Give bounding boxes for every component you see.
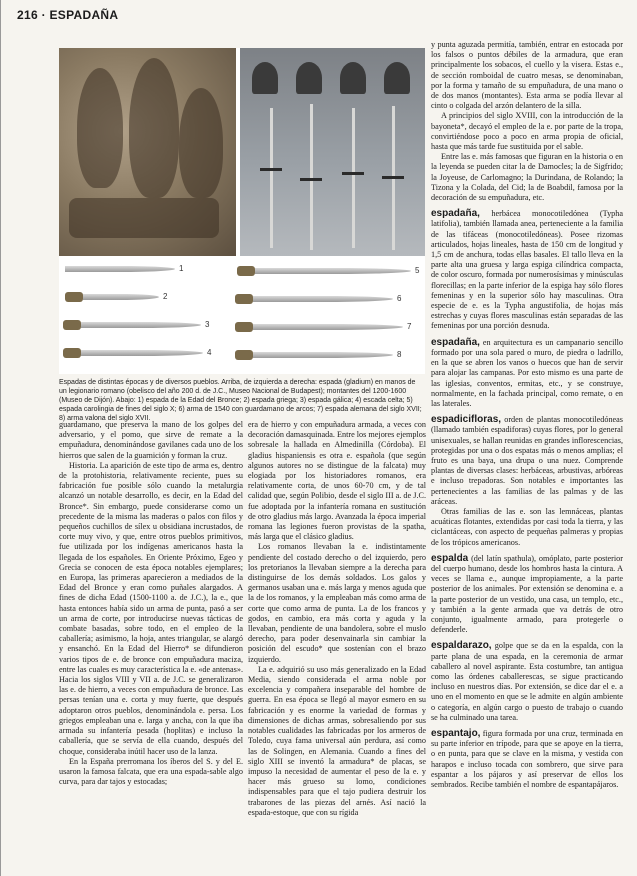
sword-1 (65, 266, 175, 272)
entry-headword: espantajo, (431, 728, 481, 739)
paragraph: A principios del siglo XVIII, con la introducción de la bayoneta*, decayó el empleo de la e. por parte de la tropa, convirtiéndose poco a poco en arma propia de oficial, hasta que más tarde fue sustituida por el sable. (431, 111, 623, 152)
section-title: ESPADAÑA (49, 8, 119, 22)
page-number: 216 (17, 8, 38, 22)
sword-7 (253, 324, 403, 330)
sword-guard (300, 178, 322, 181)
sword-label-8: 8 (397, 350, 402, 359)
entry-headword: espadaña, (431, 208, 480, 220)
entry-text: (del latín spathula), omóplato, parte posterior del cuerpo humano, desde los hombros hasta la cintura. A veces se llama e., aunque impropiamente, a la parte posterior de los animales. Por extensión se denomina e. a la parte posterior de un vestido, una casa, un templo, etc., y también a la gente armada que va detrás de otro conjunto, igualmente armado, para protegerle o defenderle. (431, 553, 623, 635)
helmet-icon (252, 62, 278, 94)
sword-5 (255, 268, 411, 274)
relief-figure (77, 68, 123, 188)
text-column-3 (431, 40, 623, 790)
sword-hilt (63, 348, 81, 358)
entry-headword: espalda (431, 552, 469, 564)
sword-hilt (63, 320, 81, 330)
dictionary-entry (431, 338, 623, 409)
relief-figure (179, 88, 223, 198)
paragraph: guardamano, que preserva la mano de los golpes del adversario, y el pomo, que sirve de remate a la empuñadura, denominándose gavilanes cada uno de los hierros que salen de la guarnición y forman la cruz. (59, 420, 243, 460)
sword-8 (253, 352, 393, 358)
sword-figure (59, 48, 425, 374)
dictionary-entry (431, 729, 623, 790)
paragraph: En la España prerromana los íberos del S. y del E. usaron la famosa falcata, que era una espada-sable algo curva, para dar tajos y estocadas; (59, 756, 243, 787)
paragraph: era de hierro y con empuñadura armada, a veces con decoración damasquinada. Entre los mejores ejemplos sobresale la hallada en Almedinilla (Córdoba). El gladius hispaniensis es otra e. española (que según algunos autores no se distingue de la falcata) muy elogiada por los historiadores romanos, era relativamente corta, de unos 60-70 cm, y de tal calidad que, según Polibio, desde el siglo III a. de J.C. fue adoptada por la infantería romana en sustitución de otro gladius más largo. Avanzada la época imperial romana las legiones fueron provistas de la spatha, más larga que el clásico gladius. (248, 420, 426, 542)
dictionary-entry (431, 641, 623, 723)
relief-base (69, 198, 219, 238)
montante-sword (352, 108, 355, 248)
paragraph: y punta aguzada permitía, también, entrar en estocada por los falsos o puntos débiles de la armadura, que eran principalmente los sobacos, el cuello y la visera. Estas e., de sección romboidal de cuatro mesas, se denominaban, por la forma y tamaño de su empuñadura, de una mano o de dos manos (montantes). Esta arma se podía llevar al cinto o colgada del arzón delantero de la silla. (431, 40, 623, 111)
sword-hilt (235, 350, 253, 360)
dictionary-entry (431, 415, 623, 507)
sword-label-5: 5 (415, 266, 420, 275)
sword-hilt (237, 266, 255, 276)
paragraph: Otras familias de las e. son las lemnáceas, plantas acuáticas flotantes, extendidas por casi toda la tierra, y las ciclantáceas, con aspecto de pequeñas palmeras y propias de los trópicos americanos. (431, 506, 623, 547)
entry-text: herbácea monocotiledónea (Typha latifolia), también llamada anea, perteneciente a la familia de las tifáceas (monocotiledóneas). Posee rizomas articulados, hojas lineales, hasta de 150 cm de longitud y 1,5 cm de anchura, todas ellas basales. El tallo lleva en la parte alta una gruesa y larga espiga cilíndrica compacta, de color oscuro, formada por numerosísimas y minúsculas florecillas; en la parte inferior de la espiga hay sólo flores femeninas y en la superior sólo hay masculinas. Otra especie de e. es la Typha angustifolia, de hojas más estrechas y cuyas flores masculinas están separadas de las femeninas por una porción desnuda. (431, 209, 623, 331)
helmet-icon (296, 62, 322, 94)
sword-guard (260, 168, 282, 171)
sword-3 (81, 322, 201, 328)
montante-sword (310, 104, 313, 250)
sword-label-1: 1 (179, 264, 184, 273)
sword-label-3: 3 (205, 320, 210, 329)
entry-headword: espadicifloras, (431, 414, 502, 426)
sword-6 (253, 296, 393, 302)
paragraph: Los romanos llevaban la e. indistintamente pendiente del costado derecho o del izquierdo, pero los pretorianos la llevaban siempre a la derecha para distinguirse de los demás soldados. Los galos y germanos usaban una e. más larga y menos aguda que la de los romanos, y la empleaban más como arma de corte que como arma de punta. La de los francos y godos, en cambio, era más corta y aguda y la llevaban, pendiente de una bandolera, sobre el muslo derecho, para poder desenvainarla sin cambiar la posición del escudo* que sostenían con el brazo izquierdo. (248, 542, 426, 664)
sword-guard (382, 176, 404, 179)
montantes-photo (240, 48, 425, 256)
sword-lineup (59, 258, 425, 374)
sword-label-7: 7 (407, 322, 412, 331)
sword-4 (81, 350, 203, 356)
figure-caption: Espadas de distintas épocas y de diversos pueblos. Arriba, de izquierda a derecha: espada (gladium) en manos de un legionario romano (obelisco del año 200 d. de J.C., Museo Nacional de Budapest); montantes del 1200-1600 (Museo de Dijón). Abajo: 1) espada de la Edad del Bronce; 2) espada griega; 3) espada gálica; 4) escada celta; 5) espada carolingia de fines del siglo X; 6) arma de 1540 con guardamano de arcos; 7) espada alemana del siglo XVII; 8) arma valona del siglo XVII. (59, 379, 422, 422)
dictionary-entry (431, 209, 623, 331)
sword-hilt (235, 294, 253, 304)
relief-figure (129, 58, 179, 198)
header-separator: · (41, 8, 46, 22)
paragraph: Historia. La aparición de este tipo de arma es, dentro de la protohistoria, relativamente reciente, pues su fabricación fue posible sólo cuando la metalurgia alcanzó un notable desarrollo, es decir, en la Edad del Bronce*. Sin embargo, puede considerarse como un precedente de la misma las maderas o palos con filos y pequeños cuchillos de sílex u obsidiana incrustados, de corte muy vivo, y que, entre otros pueblos primitivos, fue utilizada por los indígenas americanos hasta la llegada de los españoles. En Oriente Próximo, Egeo y Grecia se conocen de esta época notables ejemplares; en Europa, las primeras aparecieron a mediados de la Edad del Bronce y eran como puñales alargados. A fines de dicha Edad (1500-1100 a. de J.C.), la e., que hasta entonces había sido un arma de punta, pasó a ser un arma de corte, por introducirse nuevas tácticas de combate basadas, sobre todo, en el empleo de la caballería; asimismo, la hoja, antes triangular, se alargó y ensanchó. En la Edad del Hierro* se difundieron varios tipos de e. de bronce con empuñadura maciza, entre las cuales es muy característica la e. «de antenas». Hacia los siglos VIII y VII a. de J.C. se generalizaron las e. de hierro, a veces con empuñadura de bronce. Las persas tenían una e. corta y muy fuerte, que después adoptaron otros pueblos, denominándola e. persa. Los griegos empleaban una e. larga y ancha, con la que iba armada su infantería pesada (hoplitas) e incluso la caballería, que se servía de ella cuando, después del choque, consideraba inútil hacer uso de la lanza. (59, 460, 243, 756)
entry-text: figura formada por una cruz, terminada en su parte inferior en trípode, para que se apoye en la tierra, o en punta, para que se clave en la misma, y vestida con harapos e incluso tocada con sombrero, que sirve para espantar a los pájaros y así preservar de ellos los sembrados. Recibe también el nombre de espantapájaros. (431, 729, 623, 790)
paragraph: Entre las e. más famosas que figuran en la historia o en la leyenda se pueden citar la de Damocles; la de Sigfrido; la Joyeuse, de Carlomagno; la Durindana, de Rolando; la Tizona y la Colada, del Cid; la de Boabdil, famosa por la decoración de su empuñadura, etc. (431, 152, 623, 203)
text-column-2 (248, 420, 426, 818)
paragraph: La e. adquirió su uso más generalizado en la Edad Media, siendo considerada el arma noble por excelencia y compañera inseparable del hombre de guerra. En esa época se llegó al mayor esmero en su fabricación y es enorme la variedad de formas y dimensiones de dichas armas, sobresaliendo por sus notables cualidades las fabricadas por los armeros de Toledo, cuya fama universal aún perdura, así como las de Solingen, en Alemania. Cuando a fines del siglo XIII se inventó la armadura* de placas, se impuso la necesidad de aumentar el peso de la e. y hacer más grueso su lomo, condiciones indispensables para que el tajo pudiera destruir los trabarones de las piezas del arnés. Así nació la espada-estoque, que con su rígida (248, 664, 426, 817)
sword-label-2: 2 (163, 292, 168, 301)
page-header (17, 8, 118, 22)
entry-text: en arquitectura es un campanario sencillo formado por una sola pared o muro, de piedra o ladrillo, en la que se abren los vanos o huecos que han de servir para alojar las campanas. Por esto mismo es una parte de las iglesias, conventos, ermitas, etc., y se construye, normalmente, en la fachada principal, como remate, o en las laterales. (431, 337, 623, 408)
helmet-icon (384, 62, 410, 94)
entry-headword: espadaña, (431, 336, 480, 348)
entry-headword: espaldarazo, (431, 640, 492, 652)
montante-sword (270, 108, 273, 248)
sword-2 (83, 294, 159, 300)
sword-guard (342, 172, 364, 175)
dictionary-entry (431, 554, 623, 636)
sword-hilt (235, 322, 253, 332)
entry-text: orden de plantas monocotiledóneas (llamado también espadiforas) cuyas flores, por lo general unisexuales, se hallan reunidas en grandes inflorescencias, protegidas por una o dos espatas más o menos amplias; el fruto es una baya, una drupa o una nuez. Comprende plantas de diversas clases: herbáceas, arbustivas, arbóreas e incluso trepadoras. Son notables e importantes las pertenecientes a las familias de las palmas y de las aráceas. (431, 415, 623, 506)
sword-label-6: 6 (397, 294, 402, 303)
entry-text: golpe que se da en la espalda, con la parte plana de una espada, en la ceremonia de armar caballero al novel aspirante. Esta costumbre, tan antigua como las órdenes caballerescas, se sigue practicando incluso en nuestros días. Por extensión, se dice dar el e. a uno en el momento en que se le admite en algún ambiente o categoría, en algún cargo o puesto de trabajo o cuando se ha culminado una tarea. (431, 641, 623, 722)
helmet-icon (340, 62, 366, 94)
sword-label-4: 4 (207, 348, 212, 357)
sword-hilt (65, 292, 83, 302)
roman-relief-photo (59, 48, 236, 256)
text-column-1 (59, 420, 243, 787)
